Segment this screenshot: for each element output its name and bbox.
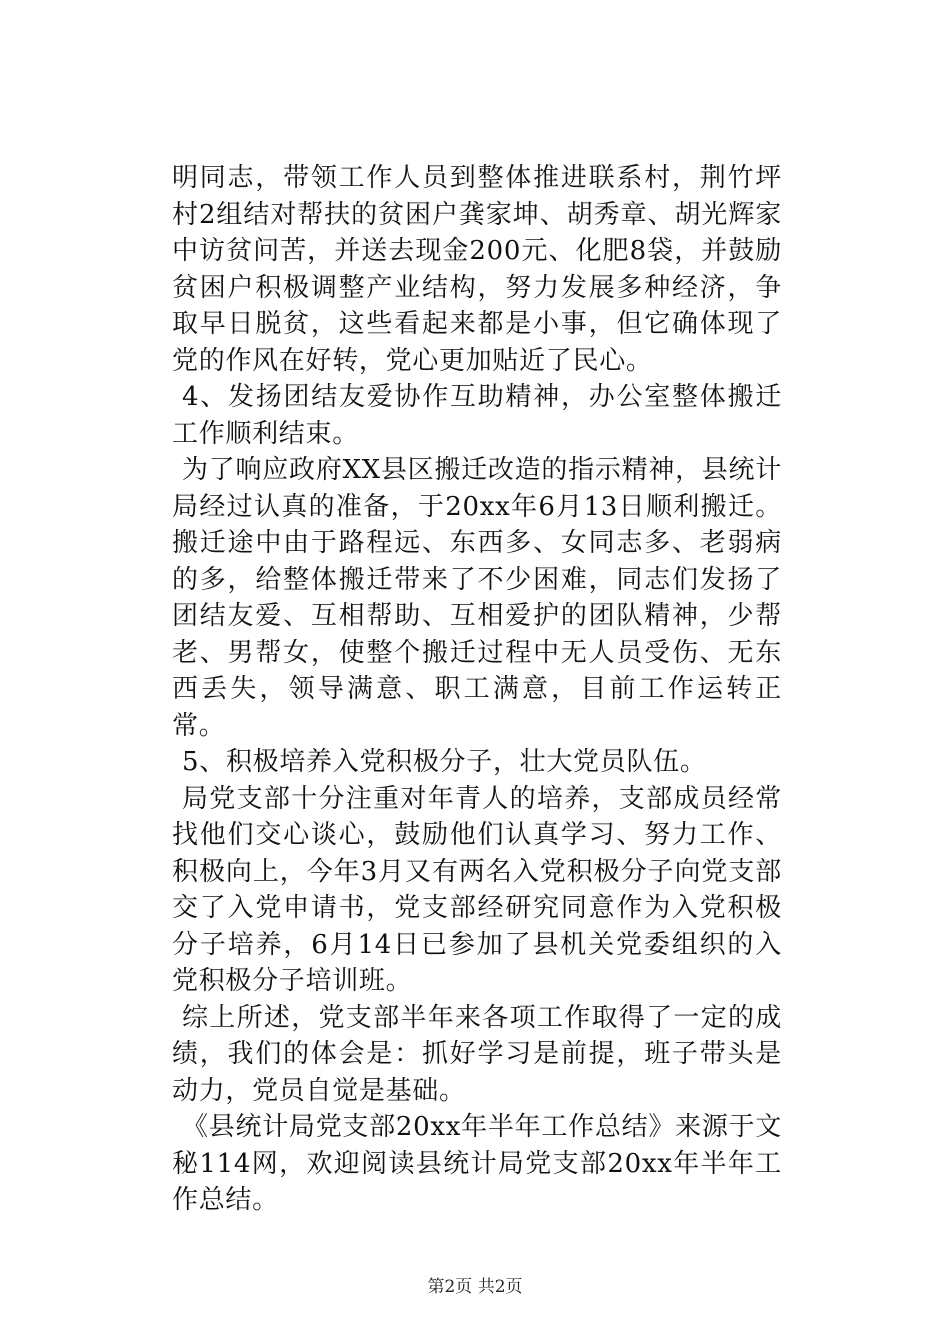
- paragraph-summary: 综上所述，党支部半年来各项工作取得了一定的成绩，我们的体会是：抓好学习是前提，班子带头是动力，党员自觉是基础。: [172, 1002, 782, 1106]
- paragraph-cultivation: 局党支部十分注重对年青人的培养，支部成员经常找他们交心谈心，鼓励他们认真学习、努力工作、积极向上，今年3月又有两名入党积极分子向党支部交了入党申请书，党支部经研究同意作为入党积极分子培养，6月14日已参加了县机关党委组织的入党积极分子培训班。: [172, 783, 782, 996]
- paragraph-continuation: 明同志，带领工作人员到整体推进联系村，荆竹坪村2组结对帮扶的贫困户龚家坤、胡秀章、胡光辉家中访贫问苦，并送去现金200元、化肥8袋，并鼓励贫困户积极调整产业结构，努力发展多种经济，争取早日脱贫，这些看起来都是小事，但它确体现了党的作风在好转，党心更加贴近了民心。: [172, 163, 782, 376]
- paragraph-heading-5: 5、积极培养入党积极分子，壮大党员队伍。: [182, 747, 707, 777]
- paragraph-heading-4: 4、发扬团结友爱协作互助精神，办公室整体搬迁工作顺利结束。: [172, 382, 782, 449]
- paragraph-source-note: 《县统计局党支部20xx年半年工作总结》来源于文秘114网，欢迎阅读县统计局党支部20xx年半年工作总结。: [172, 1112, 782, 1215]
- document-body: [172, 160, 782, 1219]
- page-footer: 第2页 共2页: [427, 1277, 523, 1297]
- paragraph-relocation: 为了响应政府XX县区搬迁改造的指示精神，县统计局经过认真的准备，于20xx年6月13日顺利搬迁。搬迁途中由于路程远、东西多、女同志多、老弱病的多，给整体搬迁带来了不少困难，同志们发扬了团结友爱、互相帮助、互相爱护的团队精神，少帮老、男帮女，使整个搬迁过程中无人员受伤、无东西丢失，领导满意、职工满意，目前工作运转正常。: [172, 455, 782, 741]
